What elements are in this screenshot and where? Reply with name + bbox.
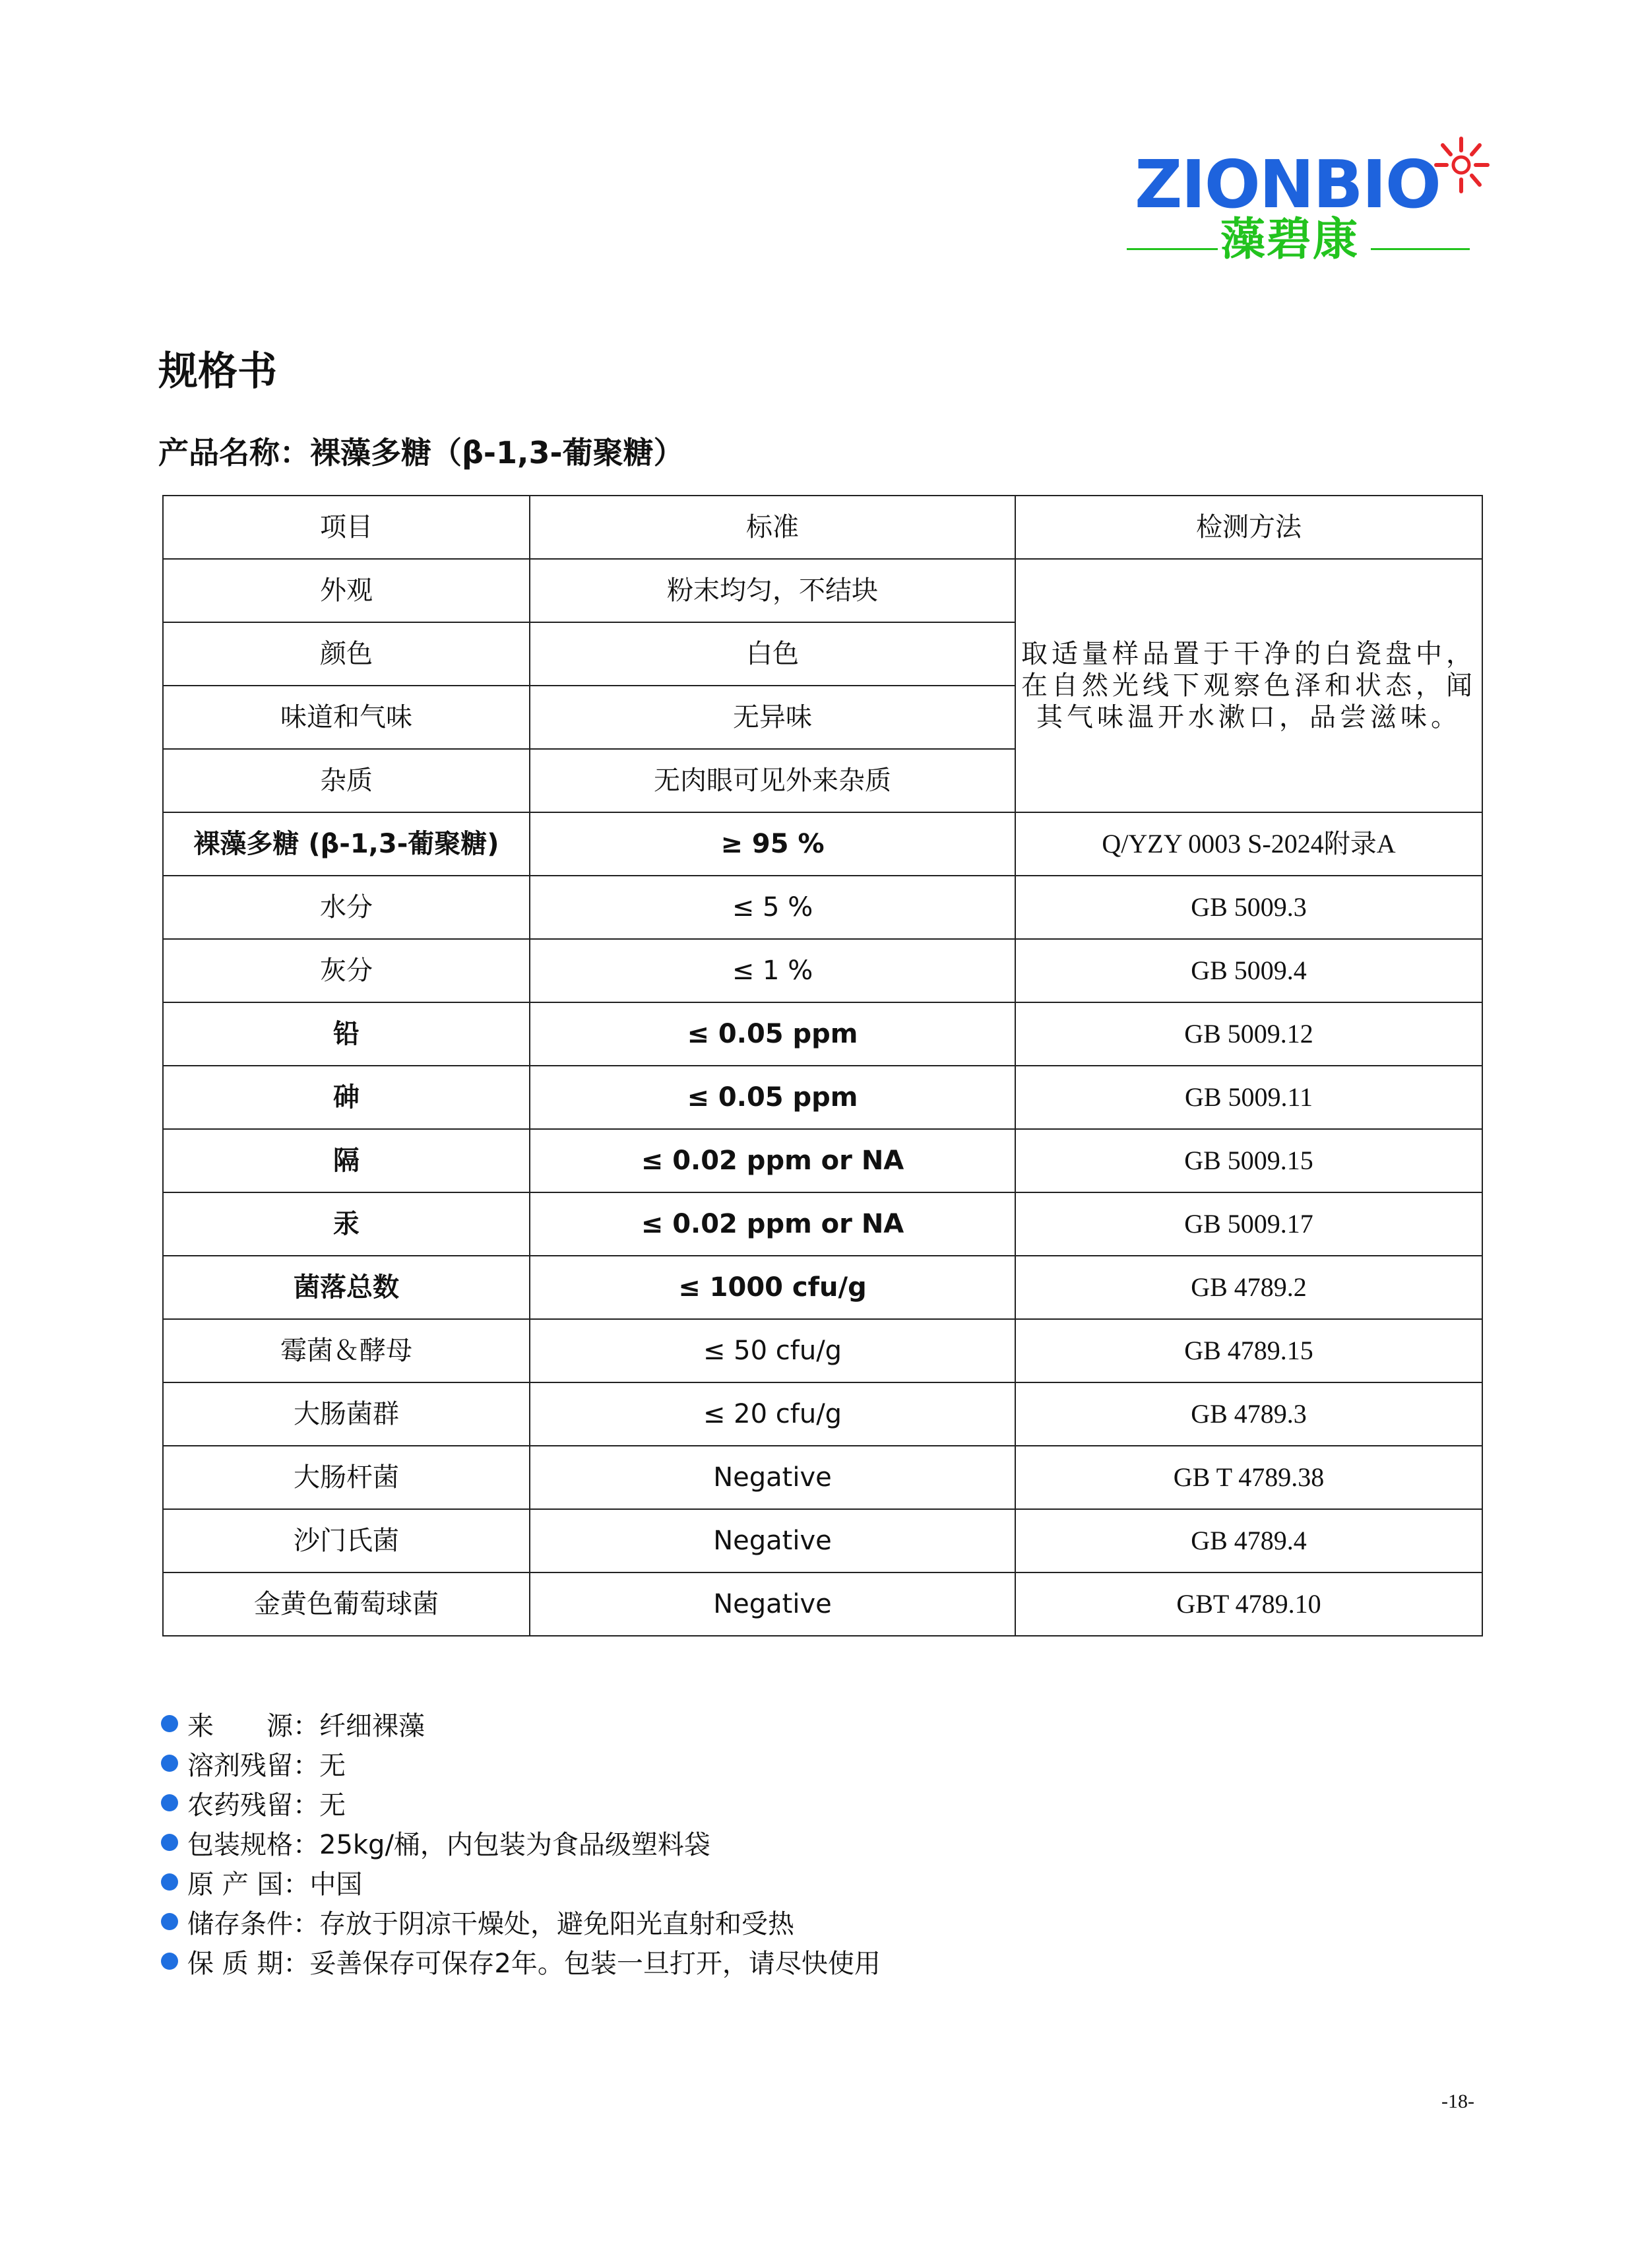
item-cell: 霉菌＆酵母 — [163, 1319, 530, 1382]
table-row — [163, 1319, 1482, 1382]
item-cell: 金黄色葡萄球菌 — [163, 1572, 530, 1636]
method-cell: GB T 4789.38 — [1015, 1446, 1482, 1509]
standard-cell: ≤ 0.02 ppm or NA — [530, 1192, 1015, 1256]
bullet-icon — [161, 1755, 178, 1772]
table-header-cell: 标准 — [530, 496, 1015, 559]
bullet-icon — [161, 1794, 178, 1811]
standard-cell: 白色 — [530, 622, 1015, 686]
note-item — [161, 1743, 881, 1783]
notes-list — [161, 1704, 881, 1981]
note-text: 保 质 期：妥善保存可保存2年。包装一旦打开，请尽快使用 — [187, 1948, 881, 1979]
note-item — [161, 1902, 881, 1941]
table-row — [163, 1446, 1482, 1509]
standard-cell: Negative — [530, 1446, 1015, 1509]
note-item — [161, 1783, 881, 1823]
page-number: -18- — [1441, 2090, 1474, 2112]
table-row — [163, 1192, 1482, 1256]
note-text: 储存条件：存放于阴凉干燥处，避免阳光直射和受热 — [187, 1908, 794, 1939]
method-cell: Q/YZY 0003 S-2024附录A — [1015, 812, 1482, 876]
method-cell: GB 4789.2 — [1015, 1256, 1482, 1319]
item-cell: 隔 — [163, 1129, 530, 1192]
standard-cell: ≤ 5 % — [530, 876, 1015, 939]
standard-cell: ≥ 95 % — [530, 812, 1015, 876]
standard-cell: ≤ 1000 cfu/g — [530, 1256, 1015, 1319]
table-row — [163, 559, 1482, 622]
bullet-icon — [161, 1715, 178, 1732]
standard-cell: Negative — [530, 1572, 1015, 1636]
table-row — [163, 1066, 1482, 1129]
logo-line-right — [1371, 248, 1470, 250]
method-cell: GB 5009.3 — [1015, 876, 1482, 939]
table-header-cell: 项目 — [163, 496, 530, 559]
method-cell: GB 4789.15 — [1015, 1319, 1482, 1382]
note-item — [161, 1704, 881, 1743]
method-cell: GB 5009.11 — [1015, 1066, 1482, 1129]
sun-icon — [1428, 132, 1494, 198]
item-cell: 铅 — [163, 1002, 530, 1066]
note-text: 来 源：纤细裸藻 — [187, 1710, 425, 1741]
product-name: 产品名称：裸藻多糖（β-1,3-葡聚糖） — [158, 435, 684, 470]
standard-cell: ≤ 0.02 ppm or NA — [530, 1129, 1015, 1192]
standard-cell: ≤ 50 cfu/g — [530, 1319, 1015, 1382]
note-item — [161, 1823, 881, 1862]
note-text: 原 产 国：中国 — [187, 1869, 363, 1900]
table-row — [163, 939, 1482, 1002]
item-cell: 大肠杆菌 — [163, 1446, 530, 1509]
standard-cell: Negative — [530, 1509, 1015, 1572]
note-text: 包装规格：25kg/桶，内包装为食品级塑料袋 — [187, 1829, 710, 1860]
method-cell: GB 5009.12 — [1015, 1002, 1482, 1066]
logo-english-text: ZIONBIO — [1135, 146, 1440, 223]
item-cell: 汞 — [163, 1192, 530, 1256]
table-row — [163, 1129, 1482, 1192]
standard-cell: 无肉眼可见外来杂质 — [530, 749, 1015, 812]
item-cell: 外观 — [163, 559, 530, 622]
item-cell: 灰分 — [163, 939, 530, 1002]
table-header-cell: 检测方法 — [1015, 496, 1482, 559]
table-row — [163, 1382, 1482, 1446]
table-row — [163, 812, 1482, 876]
method-cell: GB 5009.17 — [1015, 1192, 1482, 1256]
table-row — [163, 876, 1482, 939]
method-cell: GBT 4789.10 — [1015, 1572, 1482, 1636]
document-title: 规格书 — [158, 348, 277, 395]
note-text: 农药残留：无 — [187, 1790, 346, 1821]
standard-cell: ≤ 0.05 ppm — [530, 1002, 1015, 1066]
logo-line-left — [1127, 248, 1218, 250]
table-row — [163, 1256, 1482, 1319]
bullet-icon — [161, 1834, 178, 1851]
item-cell: 菌落总数 — [163, 1256, 530, 1319]
item-cell: 水分 — [163, 876, 530, 939]
merged-method-cell: 取适量样品置于干净的白瓷盘中，在自然光线下观察色泽和状态，闻其气味温开水漱口，品尝滋味。 — [1015, 559, 1482, 812]
company-logo — [1121, 132, 1491, 277]
item-cell: 砷 — [163, 1066, 530, 1129]
bullet-icon — [161, 1873, 178, 1891]
method-cell: GB 5009.15 — [1015, 1129, 1482, 1192]
table-row — [163, 1572, 1482, 1636]
method-cell: GB 5009.4 — [1015, 939, 1482, 1002]
note-item — [161, 1941, 881, 1981]
item-cell: 杂质 — [163, 749, 530, 812]
standard-cell: ≤ 1 % — [530, 939, 1015, 1002]
bullet-icon — [161, 1953, 178, 1970]
item-cell: 大肠菌群 — [163, 1382, 530, 1446]
item-cell: 裸藻多糖 (β-1,3-葡聚糖) — [163, 812, 530, 876]
table-header-row — [163, 496, 1482, 559]
bullet-icon — [161, 1913, 178, 1930]
item-cell: 味道和气味 — [163, 686, 530, 749]
table-row — [163, 1002, 1482, 1066]
standard-cell: ≤ 20 cfu/g — [530, 1382, 1015, 1446]
item-cell: 沙门氏菌 — [163, 1509, 530, 1572]
method-cell: GB 4789.3 — [1015, 1382, 1482, 1446]
specification-table — [162, 495, 1483, 1636]
note-text: 溶剂残留：无 — [187, 1750, 346, 1781]
note-item — [161, 1862, 881, 1902]
standard-cell: 无异味 — [530, 686, 1015, 749]
table-row — [163, 1509, 1482, 1572]
logo-chinese-text: 藻碧康 — [1220, 214, 1360, 266]
standard-cell: ≤ 0.05 ppm — [530, 1066, 1015, 1129]
method-cell: GB 4789.4 — [1015, 1509, 1482, 1572]
standard-cell: 粉末均匀，不结块 — [530, 559, 1015, 622]
item-cell: 颜色 — [163, 622, 530, 686]
